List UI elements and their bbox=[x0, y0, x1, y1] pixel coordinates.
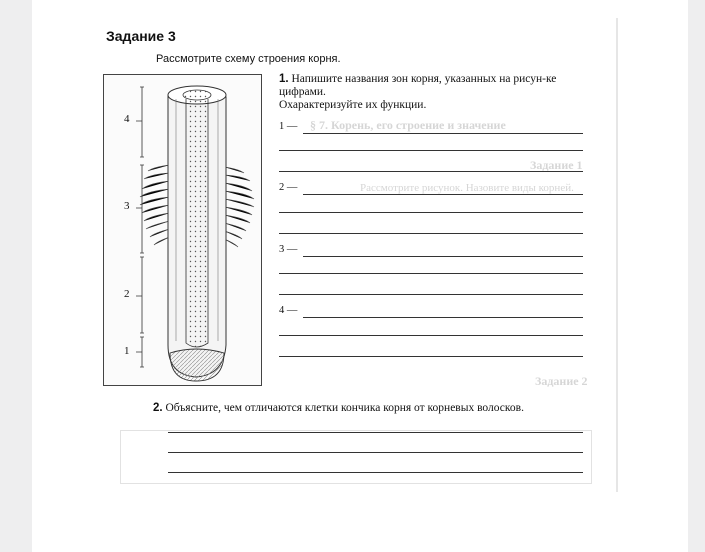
answer-row-1[interactable] bbox=[279, 121, 583, 135]
question-1-number: 1. bbox=[279, 73, 289, 85]
answer-line[interactable] bbox=[303, 256, 583, 257]
bleed-heading: § 7. Корень, его строение и значение bbox=[310, 118, 506, 132]
question-2-text: Объясните, чем отличаются клетки кончика корня от корневых волосков. bbox=[165, 402, 524, 414]
answer-line[interactable] bbox=[279, 273, 583, 274]
question-1-text: Напишите названия зон корня, указанных на рисун-ке цифрами. bbox=[279, 73, 557, 98]
answer-number-1: 1 — bbox=[279, 121, 298, 132]
bleed-task2: Задание 2 bbox=[535, 374, 588, 388]
answer-line[interactable] bbox=[279, 171, 583, 172]
answer-number-4: 4 — bbox=[279, 305, 298, 316]
zone-label-4: 4 bbox=[124, 113, 130, 125]
zone-label-2: 2 bbox=[124, 288, 130, 300]
answer-line[interactable] bbox=[279, 150, 583, 151]
task-intro: Рассмотрите схему строения корня. bbox=[156, 53, 341, 65]
answer-line[interactable] bbox=[279, 212, 583, 213]
root-diagram bbox=[103, 74, 262, 386]
answer-line[interactable] bbox=[168, 472, 583, 473]
answer-line[interactable] bbox=[303, 133, 583, 134]
task-title: Задание 3 bbox=[106, 28, 176, 44]
answer-number-3: 3 — bbox=[279, 244, 298, 255]
question-2-number: 2. bbox=[153, 402, 163, 414]
bleed-task1-text: Рассмотрите рисунок. Назовите виды корней. bbox=[360, 182, 574, 194]
answer-row-4[interactable] bbox=[279, 305, 583, 319]
bleed-task1: Задание 1 bbox=[530, 158, 583, 172]
answer-line[interactable] bbox=[279, 356, 583, 357]
answer-line[interactable] bbox=[303, 317, 583, 318]
question-1-subtext: Охарактеризуйте их функции. bbox=[279, 99, 427, 111]
answer-line[interactable] bbox=[168, 432, 583, 433]
zone-label-3: 3 bbox=[124, 200, 130, 212]
answer-line[interactable] bbox=[168, 452, 583, 453]
answer-line[interactable] bbox=[279, 294, 583, 295]
page-edge bbox=[616, 18, 618, 492]
answer-row-2[interactable] bbox=[279, 182, 583, 196]
answer-line[interactable] bbox=[279, 335, 583, 336]
answer-number-2: 2 — bbox=[279, 182, 298, 193]
zone-label-1: 1 bbox=[124, 345, 130, 357]
question-1 bbox=[279, 73, 589, 112]
bleed-table bbox=[120, 430, 592, 484]
question-2 bbox=[153, 402, 593, 414]
answer-line[interactable] bbox=[303, 194, 583, 195]
answer-line[interactable] bbox=[279, 233, 583, 234]
answer-row-3[interactable] bbox=[279, 244, 583, 258]
